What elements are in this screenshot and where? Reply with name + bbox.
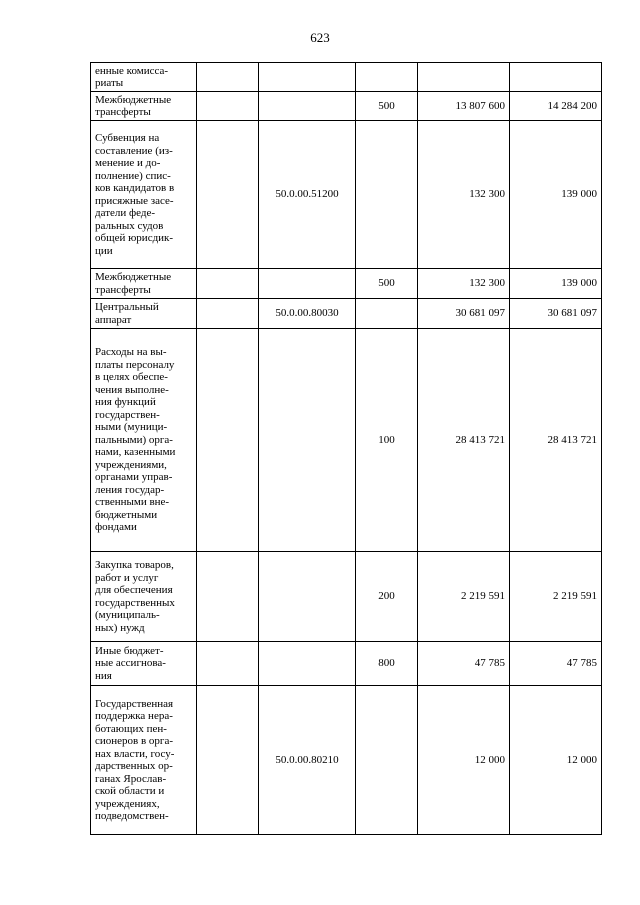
row-code: 50.0.00.80030 <box>259 299 356 329</box>
row-sum-2: 139 000 <box>510 269 602 299</box>
row-code: 50.0.00.80210 <box>259 686 356 835</box>
row-sum-1: 132 300 <box>418 121 510 269</box>
row-blank <box>197 92 259 121</box>
row-name: Субвенция на составление (из- менение и до- полнение) спис- ков кандидатов в присяжные засе- датели феде- ральных судов общей юрисдик- ции <box>91 121 197 269</box>
row-blank <box>197 552 259 642</box>
table-row <box>91 642 602 686</box>
table-row <box>91 121 602 269</box>
row-sum-1: 30 681 097 <box>418 299 510 329</box>
row-code <box>259 63 356 92</box>
table-row <box>91 299 602 329</box>
row-code <box>259 329 356 552</box>
row-expense-type: 100 <box>356 329 418 552</box>
row-sum-2: 47 785 <box>510 642 602 686</box>
row-expense-type: 500 <box>356 92 418 121</box>
row-sum-1: 132 300 <box>418 269 510 299</box>
row-blank <box>197 642 259 686</box>
row-blank <box>197 329 259 552</box>
row-expense-type <box>356 299 418 329</box>
row-sum-1: 13 807 600 <box>418 92 510 121</box>
row-name: Межбюджетные трансферты <box>91 269 197 299</box>
row-expense-type <box>356 121 418 269</box>
table-row <box>91 329 602 552</box>
row-sum-2: 2 219 591 <box>510 552 602 642</box>
table-row <box>91 63 602 92</box>
row-name: Расходы на вы- платы персоналу в целях обеспе- чения выполне- ния функций государствен- ными (муници- пальными) орга- нами, казенными учреждениями, органами управ- ления государ- ственными вне- бюджетными фондами <box>91 329 197 552</box>
table-row <box>91 552 602 642</box>
row-name: Государственная поддержка нера- ботающих пен- сионеров в орга- нах власти, госу- дарственных ор- ганах Ярослав- ской области и учреждениях, подведомствен- <box>91 686 197 835</box>
row-code <box>259 269 356 299</box>
row-sum-1: 47 785 <box>418 642 510 686</box>
row-name: Межбюджетные трансферты <box>91 92 197 121</box>
row-blank <box>197 121 259 269</box>
row-sum-2: 139 000 <box>510 121 602 269</box>
row-sum-2: 14 284 200 <box>510 92 602 121</box>
row-expense-type: 800 <box>356 642 418 686</box>
row-expense-type <box>356 63 418 92</box>
row-sum-1: 2 219 591 <box>418 552 510 642</box>
row-code <box>259 92 356 121</box>
row-sum-1: 12 000 <box>418 686 510 835</box>
row-blank <box>197 299 259 329</box>
row-expense-type: 500 <box>356 269 418 299</box>
table-row <box>91 686 602 835</box>
row-name: енные комисса- риаты <box>91 63 197 92</box>
row-sum-2: 28 413 721 <box>510 329 602 552</box>
page-number: 623 <box>310 30 330 45</box>
row-code <box>259 552 356 642</box>
row-name: Иные бюджет- ные ассигнова- ния <box>91 642 197 686</box>
row-blank <box>197 63 259 92</box>
row-expense-type: 200 <box>356 552 418 642</box>
table-row <box>91 92 602 121</box>
row-name: Центральный аппарат <box>91 299 197 329</box>
row-code <box>259 642 356 686</box>
row-sum-2 <box>510 63 602 92</box>
row-sum-1: 28 413 721 <box>418 329 510 552</box>
table-row <box>91 269 602 299</box>
budget-table <box>90 62 602 835</box>
row-code: 50.0.00.51200 <box>259 121 356 269</box>
row-sum-1 <box>418 63 510 92</box>
row-blank <box>197 686 259 835</box>
row-expense-type <box>356 686 418 835</box>
row-sum-2: 12 000 <box>510 686 602 835</box>
row-blank <box>197 269 259 299</box>
row-sum-2: 30 681 097 <box>510 299 602 329</box>
row-name: Закупка товаров, работ и услуг для обеспечения государственных (муниципаль- ных) нужд <box>91 552 197 642</box>
